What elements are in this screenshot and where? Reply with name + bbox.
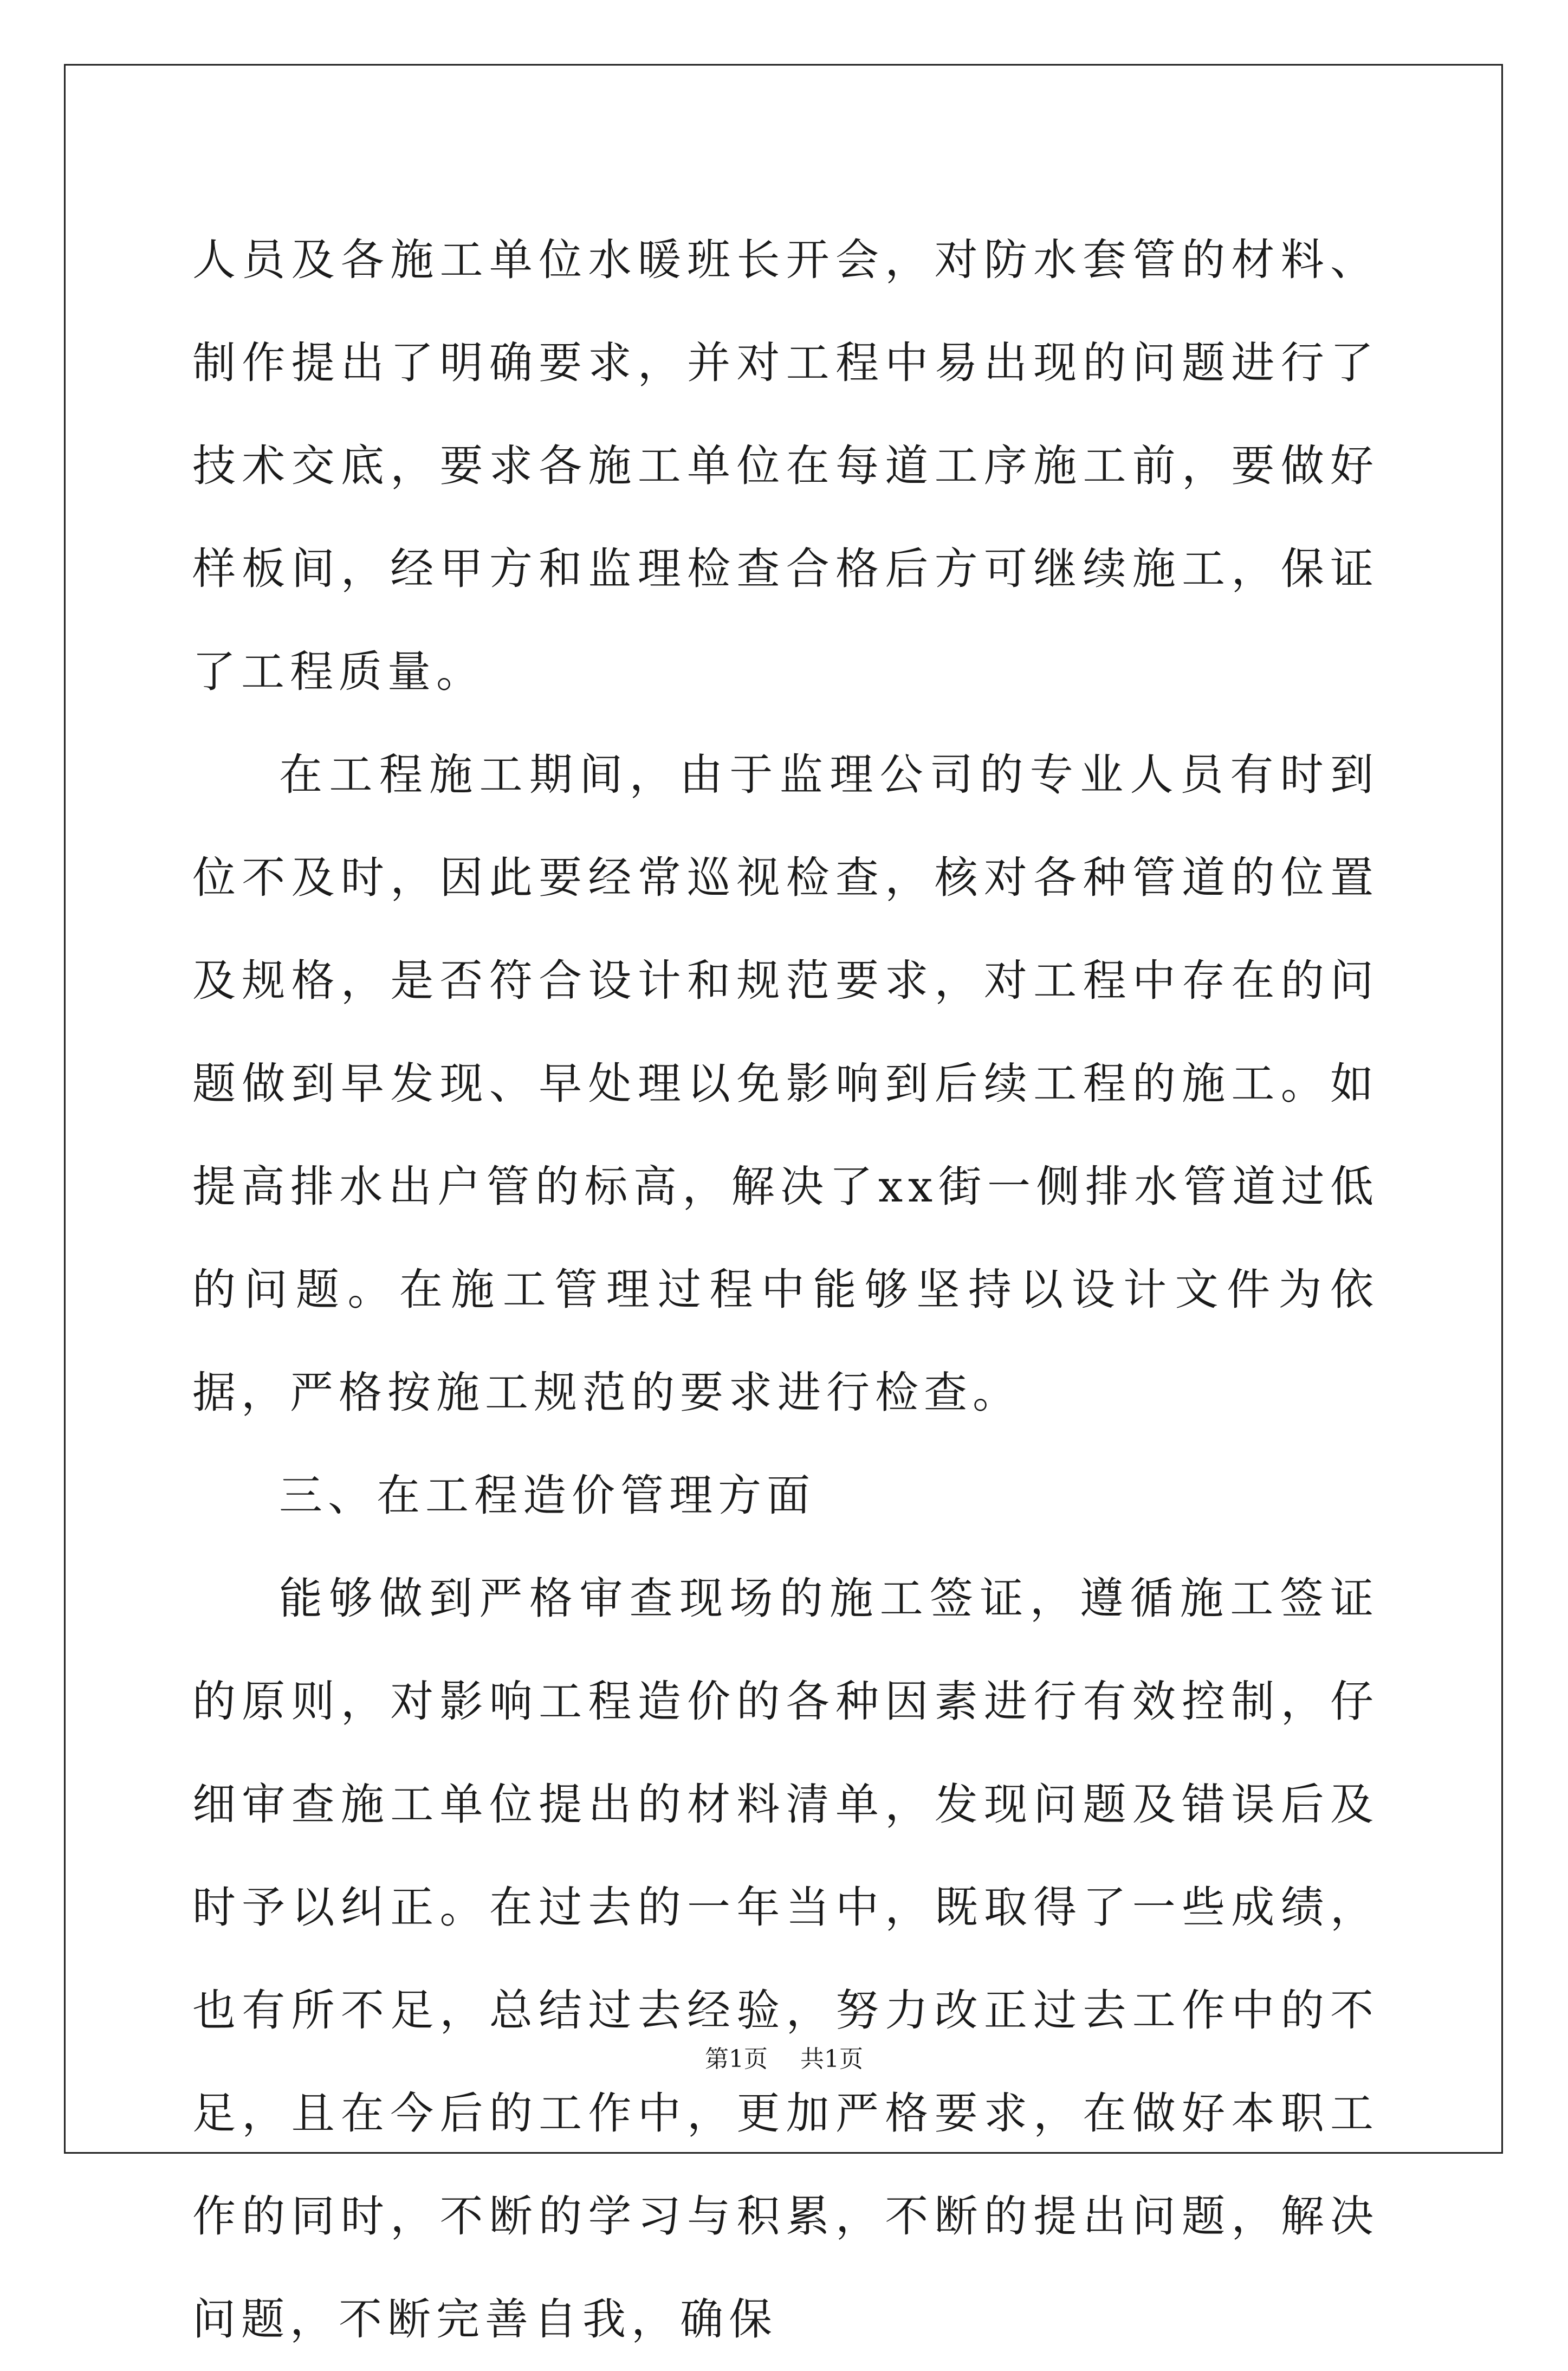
page-footer bbox=[0, 2043, 1568, 2076]
paragraph-1: 人员及各施工单位水暖班长开会，对防水套管的材料、制作提出了明确要求，并对工程中易出现的问题进行了技术交底，要求各施工单位在每道工序施工前，要做好样板间，经甲方和监理检查合格后方可继续施工，保证了工程质量。 bbox=[192, 235, 1379, 697]
paragraph-3: 能够做到严格审查现场的施工签证，遵循施工签证的原则，对影响工程造价的各种因素进行有效控制，仔细审查施工单位提出的材料清单，发现问题及错误后及时予以纠正。在过去的一年当中，既取得了一些成绩，也有所不足，总结过去经验，努力改正过去工作中的不足，且在今后的工作中，更加严格要求，在做好本职工作的同时，不断的学习与积累，不断的提出问题，解决问题，不断完善自我，确保 bbox=[192, 1573, 1379, 2344]
paragraph-2: 在工程施工期间，由于监理公司的专业人员有时到位不及时，因此要经常巡视检查，核对各种管道的位置及规格，是否符合设计和规范要求，对工程中存在的问题做到早发现、早处理以免影响到后续工程的施工。如提高排水出户管的标高，解决了xx街一侧排水管道过低的问题。在施工管理过程中能够坚持以设计文件为依据，严格按施工规范的要求进行检查。 bbox=[192, 750, 1379, 1418]
page-number: 第1页 bbox=[705, 2045, 768, 2073]
section-heading-cost-management: 三、在工程造价管理方面 bbox=[279, 1470, 815, 1521]
page-total: 共1页 bbox=[800, 2045, 863, 2073]
